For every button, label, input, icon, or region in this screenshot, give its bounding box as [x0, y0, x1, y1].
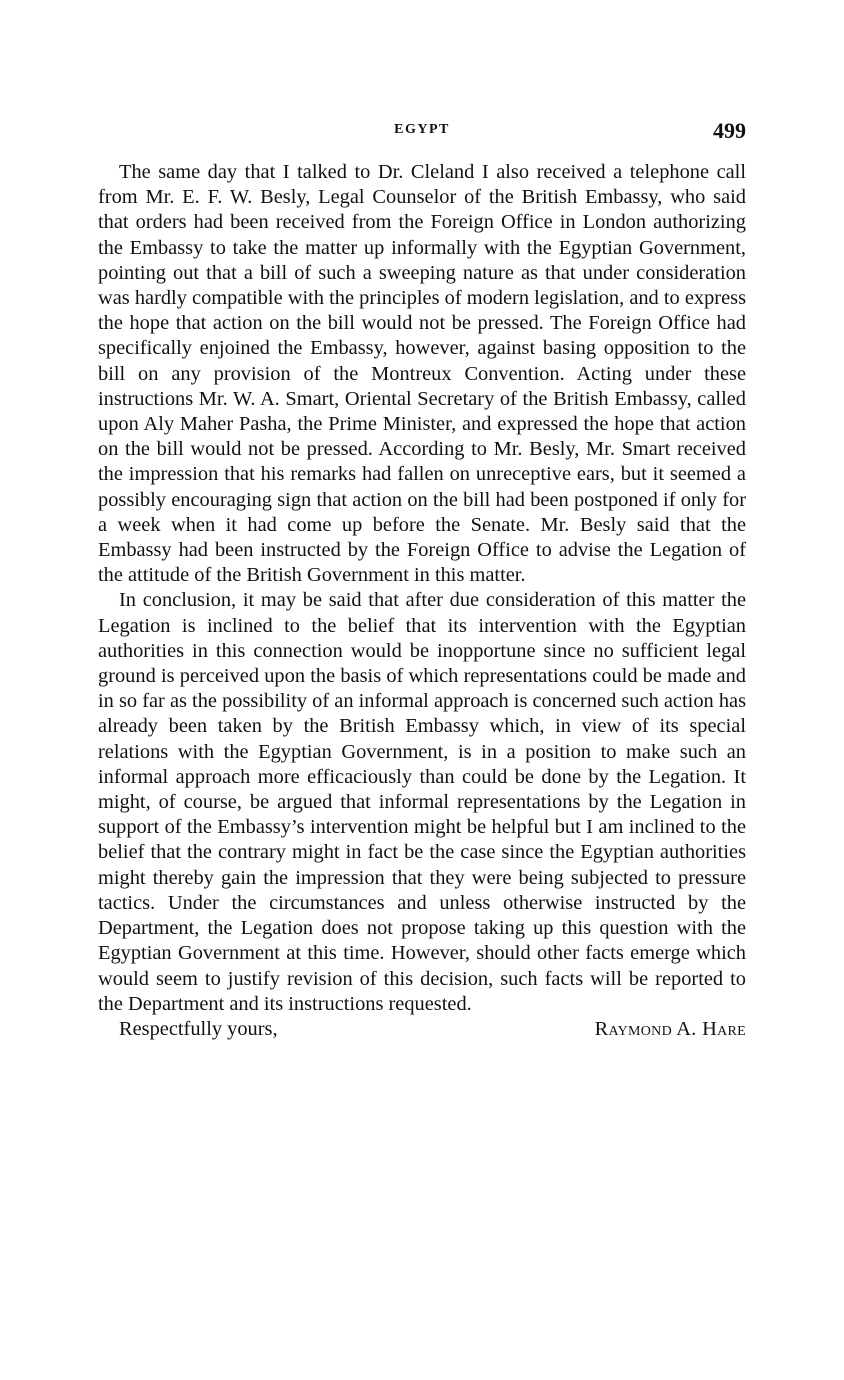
salutation: Respectfully yours, [119, 1017, 278, 1040]
page-number: 499 [713, 118, 746, 143]
letter-body [98, 160, 746, 1042]
running-title: EGYPT [394, 122, 450, 137]
signature: Raymond A. Hare [594, 1017, 746, 1040]
running-header [98, 118, 746, 144]
paragraph: The same day that I talked to Dr. Cleland I also received a telephone call from Mr. E. F. W. Besly, Legal Counselor of the British Embassy, who said that orders had been received from the Foreign Office in London authorizing the Embassy to take the matter up informally with the Egyptian Government, pointing out that a bill of such a sweeping nature as that under consideration was hardly compatible with the principles of modern legislation, and to express the hope that action on the bill would not be pressed. The Foreign Office had specifically enjoined the Embassy, however, against basing opposition to the bill on any provision of the Montreux Convention. Acting under these instructions Mr. W. A. Smart, Oriental Secretary of the British Embassy, called upon Aly Maher Pasha, the Prime Minister, and expressed the hope that action on the bill would not be pressed. According to Mr. Besly, Mr. Smart received the impression that his remarks had fallen on unreceptive ears, but it seemed a possibly encouraging sign that action on the bill had been postponed if only for a week when it had come up before the Senate. Mr. Besly said that the Embassy had been instructed by the Foreign Office to advise the Legation of the attitude of the British Government in this matter. [98, 161, 746, 587]
letter-closing [98, 1017, 746, 1042]
paragraph: In conclusion, it may be said that after due consideration of this matter the Legation is inclined to the belief that its intervention with the Egyptian authorities in this connection would be inopportune since no sufficient legal ground is perceived upon the basis of which representations could be made and in so far as the possibility of an informal approach is concerned such action has already been taken by the British Embassy which, in view of its special relations with the Egyptian Government, is in a position to make such an informal approach more efficaciously than could be done by the Legation. It might, of course, be argued that informal representations by the Legation in support of the Embassy’s intervention might be helpful but I am inclined to the belief that the contrary might in fact be the case since the Egyptian authorities might thereby gain the impression that they were being subjected to pressure tactics. Under the circumstances and unless otherwise instructed by the Department, the Legation does not propose taking up this question with the Egyptian Government at this time. However, should other facts emerge which would seem to justify revision of this decision, such facts will be reported to the Department and its instructions requested. [98, 589, 746, 1015]
